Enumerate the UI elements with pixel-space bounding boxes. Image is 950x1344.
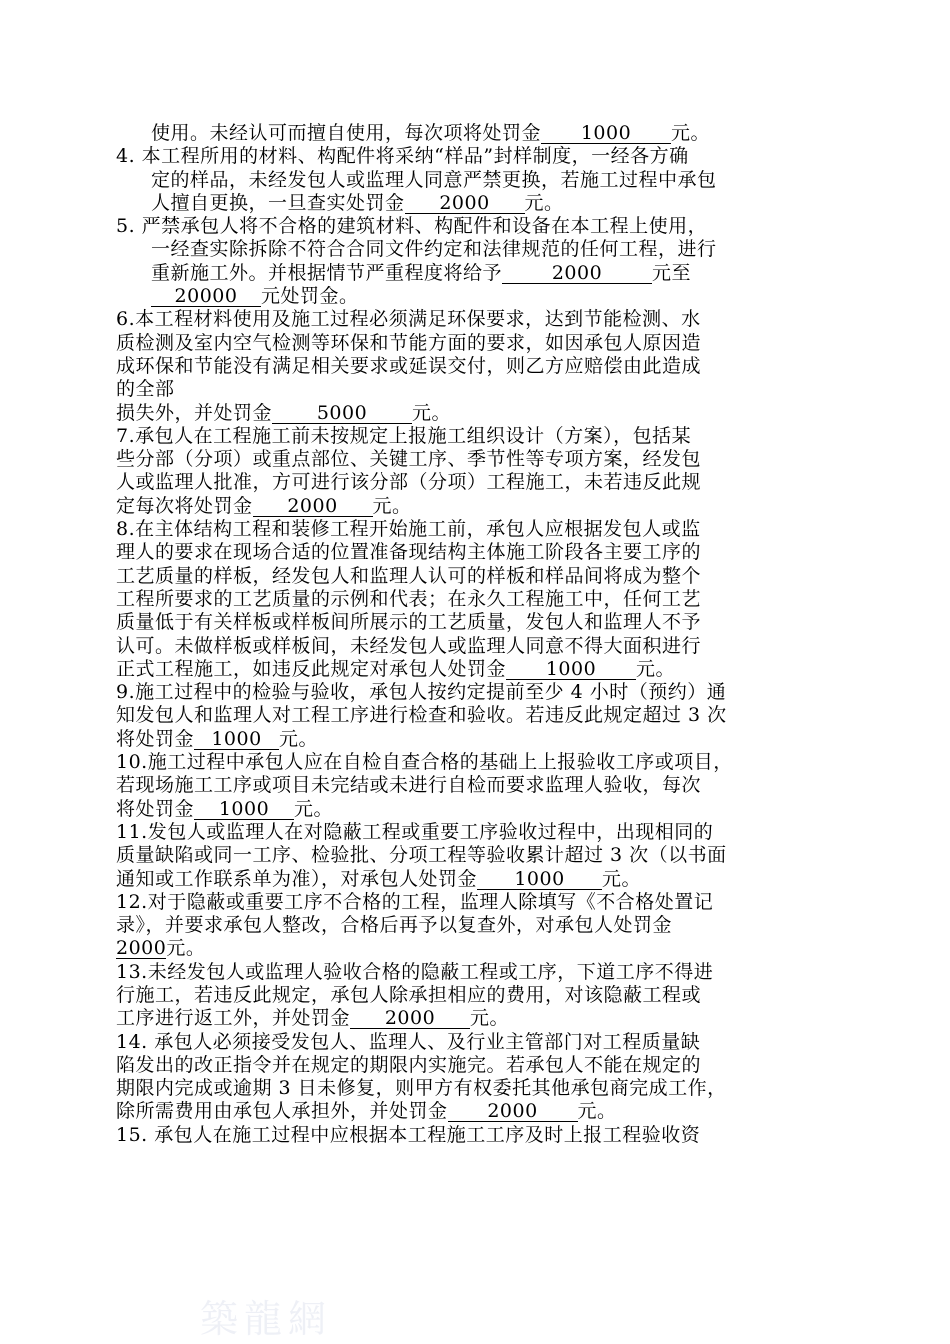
text-segment: 定的样品，未经发包人或监理人同意严禁更换，若施工过程中承包 (151, 168, 717, 191)
text-line (116, 1007, 806, 1030)
text-segment: 使用。未经认可而擅自使用，每次项将处罚金 (151, 122, 542, 144)
text-segment: 元。 (671, 122, 711, 144)
text-segment: 的全部 (116, 378, 175, 401)
text-segment: 一经查实除拆除不符合合同文件约定和法律规范的任何工程，进行 (151, 238, 717, 261)
text-line (116, 285, 806, 308)
text-line (116, 1077, 806, 1100)
clause-paragraph (116, 122, 806, 145)
text-line (116, 145, 806, 168)
text-segment: 元。 (412, 401, 452, 424)
text-line (116, 262, 806, 285)
penalty-amount: 1000 (194, 730, 279, 750)
text-line (116, 635, 806, 658)
text-segment: 14. 承包人必须接受发包人、监理人、及行业主管部门对工程质量缺 (116, 1030, 701, 1053)
text-line (116, 238, 806, 261)
text-segment: 损失外，并处罚金 (116, 401, 273, 424)
penalty-amount: 2000 (350, 1009, 470, 1029)
penalty-amount: 2000 (116, 937, 167, 960)
text-line (116, 355, 806, 378)
clause-paragraph (116, 821, 806, 891)
clause-paragraph (116, 518, 806, 681)
text-segment: 成环保和节能没有满足相关要求或延误交付，则乙方应赔偿由此造成 (116, 354, 702, 377)
text-line (116, 704, 806, 727)
text-line (116, 122, 806, 145)
text-line (116, 425, 806, 448)
text-segment: 5. 严禁承包人将不合格的建筑材料、构配件和设备在本工程上使用， (116, 215, 708, 238)
clause-paragraph (116, 961, 806, 1031)
text-segment: 除所需费用由承包人承担外，并处罚金 (116, 1100, 448, 1123)
penalty-amount: 2000 (502, 264, 652, 284)
text-segment: 7.承包人在工程施工前未按规定上报施工组织设计（方案），包括某 (116, 424, 692, 447)
penalty-amount: 2000 (405, 194, 525, 214)
text-line (116, 821, 806, 844)
text-segment: 理人的要求在现场合适的位置准备现结构主体施工阶段各主要工序的 (116, 541, 702, 564)
penalty-amount: 20000 (151, 287, 261, 307)
text-line (116, 1100, 806, 1123)
text-segment: 12.对于隐蔽或重要工序不合格的工程，监理人除填写《不合格处置记 (116, 890, 714, 913)
text-segment: 认可。未做样板或样板间，未经发包人或监理人同意不得大面积进行 (116, 634, 702, 657)
text-segment: 元。 (470, 1007, 510, 1030)
text-line (116, 471, 806, 494)
text-segment: 元。 (372, 494, 412, 517)
text-line (116, 914, 806, 937)
text-segment: 正式工程施工，如违反此规定对承包人处罚金 (116, 657, 507, 680)
text-line (116, 728, 806, 751)
penalty-amount: 1000 (506, 660, 636, 680)
text-line (116, 658, 806, 681)
text-line (116, 378, 806, 401)
text-segment: 元。 (524, 191, 564, 214)
text-segment: 重新施工外。并根据情节严重程度将给予 (151, 261, 503, 284)
text-segment: 知发包人和监理人对工程工序进行检查和验收。若违反此规定超过 3 次 (116, 704, 727, 727)
text-line (116, 1054, 806, 1077)
text-segment: 录》，并要求承包人整改，合格后再予以复查外，对承包人处罚金 (116, 914, 673, 937)
text-segment: 元。 (577, 1100, 617, 1123)
text-segment: 元。 (636, 657, 676, 680)
text-segment: 质检测及室内空气检测等环保和节能方面的要求，如因承包人原因造 (116, 331, 702, 354)
text-segment: 期限内完成或逾期 3 日未修复，则甲方有权委托其他承包商完成工作， (116, 1077, 727, 1100)
text-line (116, 681, 806, 704)
text-segment: 工序进行返工外，并处罚金 (116, 1007, 351, 1030)
text-segment: 元至 (652, 261, 692, 284)
text-segment: 元。 (166, 937, 206, 960)
clause-paragraph (116, 308, 806, 424)
text-segment: 10.施工过程中承包人应在自检自查合格的基础上上报验收工序或项目， (116, 751, 733, 774)
text-segment: 若现场施工工序或项目未完结或未进行自检而要求监理人验收，每次 (116, 774, 702, 797)
penalty-amount: 5000 (272, 404, 412, 424)
text-line (116, 448, 806, 471)
penalty-amount: 2000 (448, 1102, 578, 1122)
text-segment: 11.发包人或监理人在对隐蔽工程或重要工序验收过程中，出现相同的 (116, 820, 714, 843)
text-segment: 9.施工过程中的检验与验收，承包人按约定提前至少 4 小时（预约）通 (116, 681, 727, 704)
text-line (116, 518, 806, 541)
text-segment: 将处罚金 (116, 727, 195, 750)
text-segment: 工艺质量的样板，经发包人和监理人认可的样板和样品间将成为整个 (116, 564, 702, 587)
text-segment: 工程所要求的工艺质量的示例和代表；在永久工程施工中，任何工艺 (116, 587, 702, 610)
text-segment: 通知或工作联系单为准），对承包人处罚金 (116, 867, 478, 890)
text-line (116, 588, 806, 611)
penalty-amount: 1000 (477, 870, 602, 890)
text-segment: 13.未经发包人或监理人验收合格的隐蔽工程或工序，下道工序不得进 (116, 960, 714, 983)
text-line (116, 984, 806, 1007)
penalty-amount: 1000 (541, 124, 671, 144)
clause-paragraph (116, 891, 806, 961)
text-line (116, 891, 806, 914)
text-segment: 质量缺陷或同一工序、检验批、分项工程等验收累计超过 3 次（以书面 (116, 844, 727, 867)
text-segment: 元。 (279, 727, 319, 750)
text-segment: 元处罚金。 (261, 285, 359, 308)
text-segment: 元。 (294, 797, 334, 820)
clause-paragraph (116, 145, 806, 215)
clause-paragraph (116, 1124, 806, 1147)
text-segment: 15. 承包人在施工过程中应根据本工程施工工序及时上报工程验收资 (116, 1123, 701, 1146)
text-line (116, 541, 806, 564)
text-line (116, 937, 806, 960)
clause-paragraph (116, 681, 806, 751)
clause-paragraph (116, 215, 806, 308)
penalty-amount: 1000 (194, 800, 294, 820)
text-line (116, 868, 806, 891)
text-line (116, 1124, 806, 1147)
text-line (116, 332, 806, 355)
text-segment: 陷发出的改正指令并在规定的期限内实施完。若承包人不能在规定的 (116, 1053, 702, 1076)
text-segment: 4. 本工程所用的材料、构配件将采纳“样品”封样制度，一经各方确 (116, 145, 689, 168)
penalty-amount: 2000 (253, 497, 373, 517)
text-segment: 6.本工程材料使用及施工过程必须满足环保要求，达到节能检测、水 (116, 308, 701, 331)
text-line (116, 774, 806, 797)
watermark: 築龍網 (200, 1297, 333, 1341)
text-segment: 8.在主体结构工程和装修工程开始施工前，承包人应根据发包人或监 (116, 518, 701, 541)
text-line (116, 215, 806, 238)
text-line (116, 844, 806, 867)
text-segment: 行施工，若违反此规定，承包人除承担相应的费用，对该隐蔽工程或 (116, 983, 702, 1006)
text-line (116, 169, 806, 192)
text-line (116, 495, 806, 518)
document-body (116, 122, 806, 1147)
text-segment: 质量低于有关样板或样板间所展示的工艺质量，发包人和监理人不予 (116, 611, 702, 634)
clause-paragraph (116, 425, 806, 518)
text-segment: 将处罚金 (116, 797, 195, 820)
text-segment: 元。 (602, 867, 642, 890)
text-line (116, 751, 806, 774)
text-segment: 人擅自更换，一旦查实处罚金 (151, 191, 405, 214)
text-line (116, 192, 806, 215)
text-line (116, 565, 806, 588)
text-line (116, 798, 806, 821)
text-line (116, 402, 806, 425)
text-line (116, 611, 806, 634)
text-segment: 人或监理人批准，方可进行该分部（分项）工程施工，未若违反此规 (116, 471, 702, 494)
text-line (116, 308, 806, 331)
clause-paragraph (116, 1031, 806, 1124)
text-segment: 定每次将处罚金 (116, 494, 253, 517)
clause-paragraph (116, 751, 806, 821)
text-line (116, 1031, 806, 1054)
text-line (116, 961, 806, 984)
text-segment: 些分部（分项）或重点部位、关键工序、季节性等专项方案，经发包 (116, 448, 702, 471)
